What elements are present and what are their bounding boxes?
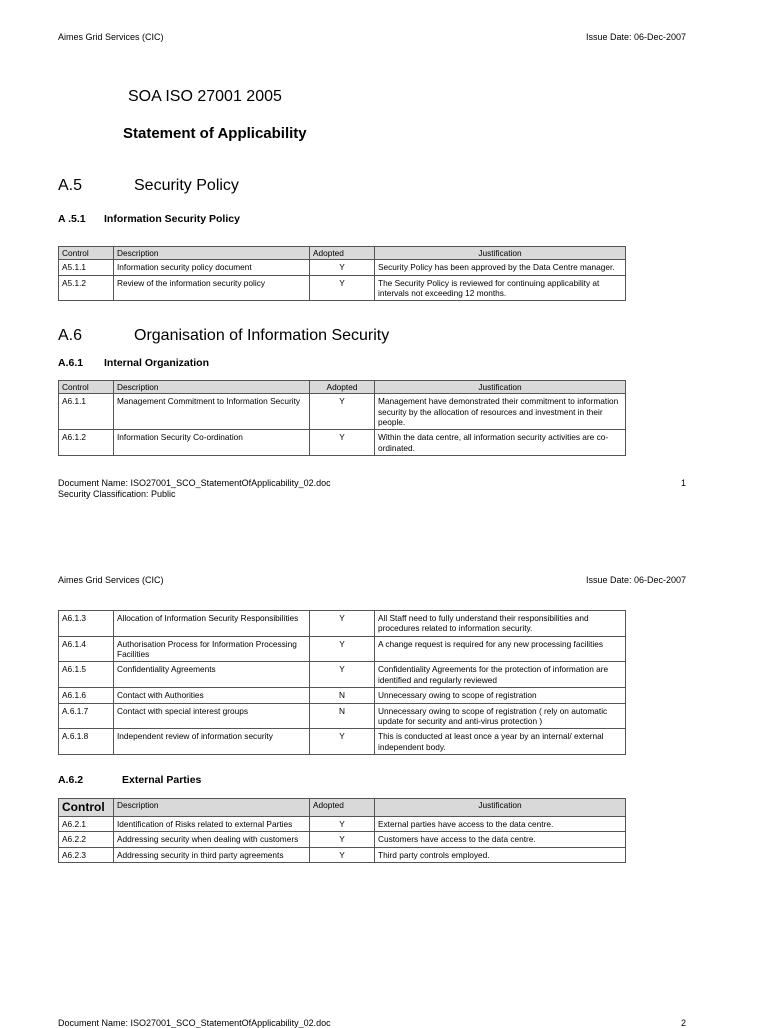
cell-control: A6.1.6	[59, 688, 114, 703]
cell-control: A6.2.2	[59, 832, 114, 847]
header-description: Description	[114, 247, 310, 260]
table-row	[59, 847, 626, 862]
table-row	[59, 729, 626, 755]
header-issue-date: Issue Date: 06-Dec-2007	[585, 575, 686, 585]
cell-justification: Confidentiality Agreements for the protection of information are identified and regularly reviewed	[375, 662, 626, 688]
header-adopted: Adopted	[310, 799, 375, 817]
cell-description: Review of the information security policy	[114, 275, 310, 301]
cell-justification: Customers have access to the data centre.	[375, 832, 626, 847]
subsection-title: Internal Organization	[104, 357, 210, 369]
header-adopted: Adopted	[310, 381, 375, 394]
cell-control: A6.1.4	[59, 636, 114, 662]
header-justification: Justification	[375, 247, 626, 260]
cell-adopted: Y	[310, 847, 375, 862]
cell-control: A6.1.3	[59, 611, 114, 637]
cell-control: A6.2.3	[59, 847, 114, 862]
controls-table-a62	[58, 798, 626, 863]
table-header-row	[59, 381, 626, 394]
cell-justification: All Staff need to fully understand their responsibilities and procedures related to information security.	[375, 611, 626, 637]
section-heading-a5	[58, 177, 239, 195]
cell-justification: Unnecessary owing to scope of registration ( rely on automatic update for security and anti-virus protection )	[375, 703, 626, 729]
table-row	[59, 394, 626, 430]
cell-control: A.6.1.7	[59, 703, 114, 729]
subsection-title: Information Security Policy	[104, 213, 240, 225]
header-description: Description	[114, 799, 310, 817]
document-title: SOA ISO 27001 2005	[128, 88, 282, 105]
subsection-number: A.6.1	[58, 357, 84, 369]
page-2	[0, 560, 768, 1028]
subsection-heading-a51	[58, 213, 240, 225]
cell-control: A6.1.2	[59, 430, 114, 456]
header-control: Control	[59, 247, 114, 260]
cell-justification: The Security Policy is reviewed for continuing applicability at intervals not exceeding 12 months.	[375, 275, 626, 301]
cell-adopted: Y	[310, 729, 375, 755]
cell-justification: Within the data centre, all information security activities are co-ordinated.	[375, 430, 626, 456]
controls-table-a61-continued	[58, 610, 626, 755]
subsection-heading-a62	[58, 774, 201, 786]
cell-adopted: N	[310, 703, 375, 729]
footer	[58, 478, 331, 500]
cell-adopted: Y	[310, 832, 375, 847]
cell-adopted: Y	[310, 662, 375, 688]
table-row	[59, 662, 626, 688]
cell-description: Contact with Authorities	[114, 688, 310, 703]
cell-description: Contact with special interest groups	[114, 703, 310, 729]
cell-description: Information security policy document	[114, 260, 310, 275]
footer-classification: Security Classification: Public	[58, 489, 176, 499]
cell-justification: Third party controls employed.	[375, 847, 626, 862]
subsection-number: A .5.1	[58, 213, 86, 225]
table-row	[59, 611, 626, 637]
cell-control: A5.1.2	[59, 275, 114, 301]
header-org: Aimes Grid Services (CIC)	[58, 575, 164, 585]
cell-description: Independent review of information security	[114, 729, 310, 755]
cell-adopted: Y	[310, 260, 375, 275]
cell-control: A6.1.5	[59, 662, 114, 688]
subsection-heading-a61	[58, 357, 209, 369]
section-number: A.5	[58, 177, 83, 194]
cell-adopted: N	[310, 688, 375, 703]
controls-table-a61	[58, 380, 626, 456]
section-heading-a6	[58, 327, 389, 345]
cell-description: Addressing security in third party agreements	[114, 847, 310, 862]
cell-adopted: Y	[310, 636, 375, 662]
table-row	[59, 817, 626, 832]
header-justification: Justification	[375, 799, 626, 817]
table-row	[59, 275, 626, 301]
cell-justification: Management have demonstrated their commitment to information security by the allocation of resources and investment in their people.	[375, 394, 626, 430]
cell-description: Addressing security when dealing with customers	[114, 832, 310, 847]
cell-description: Confidentiality Agreements	[114, 662, 310, 688]
table-row	[59, 636, 626, 662]
cell-description: Management Commitment to Information Security	[114, 394, 310, 430]
cell-description: Identification of Risks related to external Parties	[114, 817, 310, 832]
header-issue-date: Issue Date: 06-Dec-2007	[585, 32, 686, 42]
cell-adopted: Y	[310, 394, 375, 430]
footer-document-name: Document Name: ISO27001_SCO_StatementOfApplicability_02.doc	[58, 478, 331, 488]
table-row	[59, 832, 626, 847]
cell-control: A5.1.1	[59, 260, 114, 275]
section-title: Security Policy	[134, 177, 239, 194]
header-control: Control	[59, 799, 114, 817]
cell-control: A6.1.1	[59, 394, 114, 430]
section-number: A.6	[58, 327, 83, 344]
document-subtitle: Statement of Applicability	[123, 125, 307, 142]
cell-justification: Security Policy has been approved by the Data Centre manager.	[375, 260, 626, 275]
header-adopted: Adopted	[310, 247, 375, 260]
page-number: 1	[680, 478, 686, 488]
cell-justification: External parties have access to the data centre.	[375, 817, 626, 832]
cell-adopted: Y	[310, 430, 375, 456]
cell-justification: A change request is required for any new processing facilities	[375, 636, 626, 662]
table-row	[59, 430, 626, 456]
cell-adopted: Y	[310, 275, 375, 301]
cell-control: A6.2.1	[59, 817, 114, 832]
controls-table-a51	[58, 246, 626, 301]
header-justification: Justification	[375, 381, 626, 394]
header-control: Control	[59, 381, 114, 394]
table-row	[59, 688, 626, 703]
cell-description: Allocation of Information Security Responsibilities	[114, 611, 310, 637]
cell-adopted: Y	[310, 611, 375, 637]
section-title: Organisation of Information Security	[134, 327, 390, 344]
table-row	[59, 260, 626, 275]
table-header-row	[59, 799, 626, 817]
cell-control: A.6.1.8	[59, 729, 114, 755]
table-row	[59, 703, 626, 729]
cell-description: Information Security Co-ordination	[114, 430, 310, 456]
cell-description: Authorisation Process for Information Processing Facilities	[114, 636, 310, 662]
cell-justification: Unnecessary owing to scope of registration	[375, 688, 626, 703]
header-org: Aimes Grid Services (CIC)	[58, 32, 164, 42]
subsection-number: A.6.2	[58, 774, 84, 786]
footer-document-name: Document Name: ISO27001_SCO_StatementOfApplicability_02.doc	[58, 1018, 331, 1028]
header-description: Description	[114, 381, 310, 394]
subsection-title: External Parties	[122, 774, 202, 786]
page-number: 2	[680, 1018, 686, 1028]
table-header-row	[59, 247, 626, 260]
cell-justification: This is conducted at least once a year by an internal/ external independent body.	[375, 729, 626, 755]
cell-adopted: Y	[310, 817, 375, 832]
